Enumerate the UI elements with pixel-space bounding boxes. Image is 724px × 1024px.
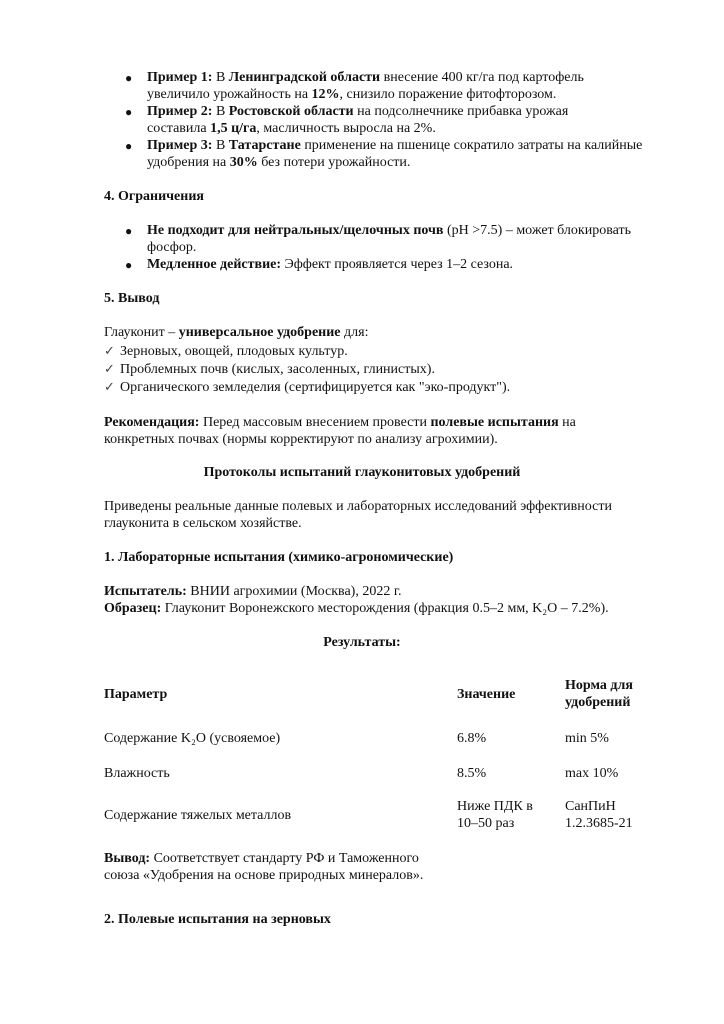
protocols-title: Протоколы испытаний глауконитовых удобрений bbox=[203, 465, 521, 480]
table-cell: Влажность bbox=[104, 766, 170, 781]
conclusion-check-list bbox=[104, 342, 510, 396]
bullet-icon: ● bbox=[125, 71, 133, 85]
check-item: ✓ Зерновых, овощей, плодовых культур. bbox=[104, 343, 348, 359]
bullet-icon: ● bbox=[125, 258, 133, 272]
table-cell: Ниже ПДК в 10–50 раз bbox=[457, 799, 533, 831]
list-item: ● Пример 3: В Татарстане применение на пшенице сократило затраты на калийные удобрения на 30% без потери урожайности. bbox=[125, 138, 643, 170]
table-cell: min 5% bbox=[565, 731, 609, 746]
checkmark-icon: ✓ bbox=[104, 343, 115, 358]
results-heading: Результаты: bbox=[323, 635, 401, 650]
bullet-icon: ● bbox=[125, 139, 133, 153]
recommendation: Рекомендация: Перед массовым внесением провести полевые испытания на конкретных почвах (нормы корректируют по анализу агрохимии). bbox=[104, 415, 576, 447]
table-header-norm: Норма для удобрений bbox=[565, 678, 633, 710]
checkmark-icon: ✓ bbox=[104, 379, 115, 394]
table-header-value: Значение bbox=[457, 687, 516, 702]
bullet-icon: ● bbox=[125, 105, 133, 119]
list-item: ● Не подходит для нейтральных/щелочных почв (pH >7.5) – может блокировать фосфор. bbox=[125, 223, 631, 255]
list-item: ● Медленное действие: Эффект проявляется через 1–2 сезона. bbox=[125, 257, 514, 272]
field-heading: 2. Полевые испытания на зерновых bbox=[104, 912, 331, 927]
conclusion-intro: Глауконит – универсальное удобрение для: bbox=[104, 325, 369, 340]
table-cell: Содержание тяжелых металлов bbox=[104, 808, 292, 823]
check-item: ✓ Проблемных почв (кислых, засоленных, глинистых). bbox=[104, 361, 435, 377]
protocols-intro: Приведены реальные данные полевых и лабораторных исследований эффективности глауконита в сельском хозяйстве. bbox=[104, 499, 612, 531]
checkmark-icon: ✓ bbox=[104, 361, 115, 376]
table-header-param: Параметр bbox=[104, 687, 168, 702]
lab-meta: Испытатель: ВНИИ агрохимии (Москва), 2022 г. Образец: Глауконит Воронежского месторождения (фракция 0.5–2 мм, K₂O – 7.2%). bbox=[104, 584, 609, 616]
list-item: ● Пример 2: В Ростовской области на подсолнечнике прибавка урожая составила 1,5 ц/га, масличность выросла на 2%. bbox=[125, 104, 569, 136]
table-cell: max 10% bbox=[565, 766, 619, 781]
limits-heading: 4. Ограничения bbox=[104, 189, 204, 204]
table-cell: СанПиН 1.2.3685-21 bbox=[565, 799, 633, 831]
lab-heading: 1. Лабораторные испытания (химико-агрономические) bbox=[104, 550, 454, 565]
table-cell: Содержание K₂O (усвояемое) bbox=[104, 731, 281, 746]
limits-list bbox=[125, 222, 687, 273]
bullet-icon: ● bbox=[125, 224, 133, 238]
table-cell: 6.8% bbox=[457, 731, 487, 746]
table-cell: 8.5% bbox=[457, 766, 487, 781]
list-item: ● Пример 1: В Ленинградской области внесение 400 кг/га под картофель увеличило урожайность на 12%, снизило поражение фитофторозом. bbox=[125, 70, 584, 102]
lab-verdict: Вывод: Соответствует стандарту РФ и Таможенного союза «Удобрения на основе природных минералов». bbox=[104, 851, 424, 883]
examples-list bbox=[125, 69, 687, 171]
check-item: ✓ Органического земледелия (сертифицируется как "эко-продукт"). bbox=[104, 379, 511, 395]
conclusion-heading: 5. Вывод bbox=[104, 291, 160, 306]
